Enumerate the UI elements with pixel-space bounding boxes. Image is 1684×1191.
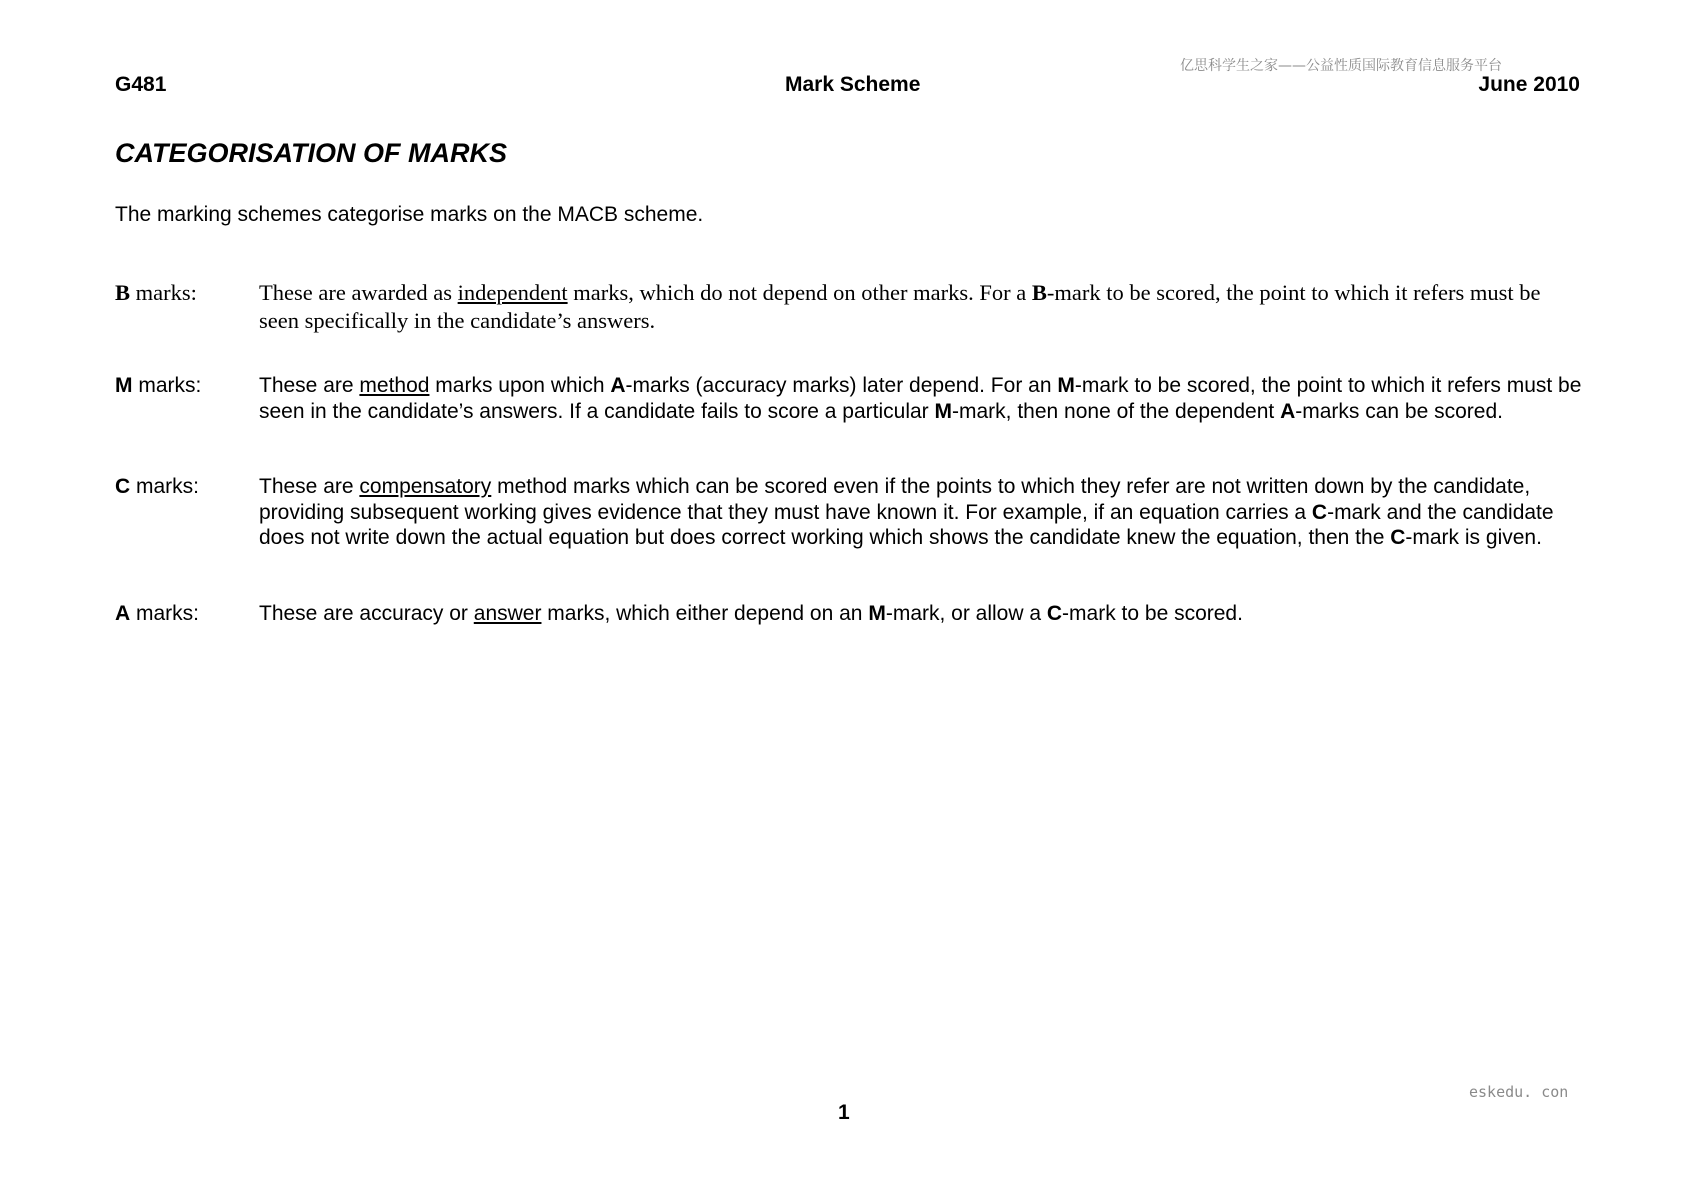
page-number: 1	[838, 1101, 850, 1124]
b-marks-term: B marks:	[115, 280, 197, 305]
m-marks-definition: These are method marks upon which A-marks (accuracy marks) later depend. For an M-mark to be scored, the point to which it refers must be seen in the candidate’s answers. If a candidate fails to score a particular M-mark, then none of the dependent A-marks can be scored.	[259, 374, 1582, 423]
b-marks-definition: These are awarded as independent marks, which do not depend on other marks. For a B-mark to be scored, the point to which it refers must be seen specifically in the candidate’s answers.	[259, 280, 1541, 333]
paper-code: G481	[115, 73, 167, 96]
watermark-top: 亿思科学生之家——公益性质国际教育信息服务平台	[1180, 58, 1502, 74]
m-marks-term: M marks:	[115, 374, 202, 397]
b-marks-entry	[115, 279, 1585, 335]
a-marks-definition: These are accuracy or answer marks, which either depend on an M-mark, or allow a C-mark to be scored.	[259, 602, 1243, 625]
m-marks-entry	[115, 373, 1585, 424]
watermark-bottom: eskedu. con	[1469, 1083, 1569, 1101]
intro-text: The marking schemes categorise marks on the MACB scheme.	[115, 203, 704, 226]
header-date: June 2010	[1478, 73, 1580, 96]
header-title: Mark Scheme	[785, 73, 921, 96]
c-marks-definition: These are compensatory method marks which can be scored even if the points to which they refer are not written down by the candidate, providing subsequent working gives evidence that they must have known it. For example, if an equation carries a C-mark and the candidate does not write down the actual equation but does correct working which shows the candidate knew the equation, then the C-mark is given.	[259, 475, 1554, 549]
underlined-term: answer	[473, 602, 542, 625]
a-marks-entry	[115, 601, 1585, 627]
c-marks-term: C marks:	[115, 475, 200, 498]
a-marks-term: A marks:	[115, 602, 200, 625]
page-header	[115, 73, 1580, 99]
underlined-term: compensatory	[359, 475, 492, 498]
underlined-term: independent	[457, 280, 568, 305]
underlined-term: method	[359, 374, 430, 397]
section-title: CATEGORISATION OF MARKS	[115, 138, 507, 168]
c-marks-entry	[115, 474, 1585, 551]
